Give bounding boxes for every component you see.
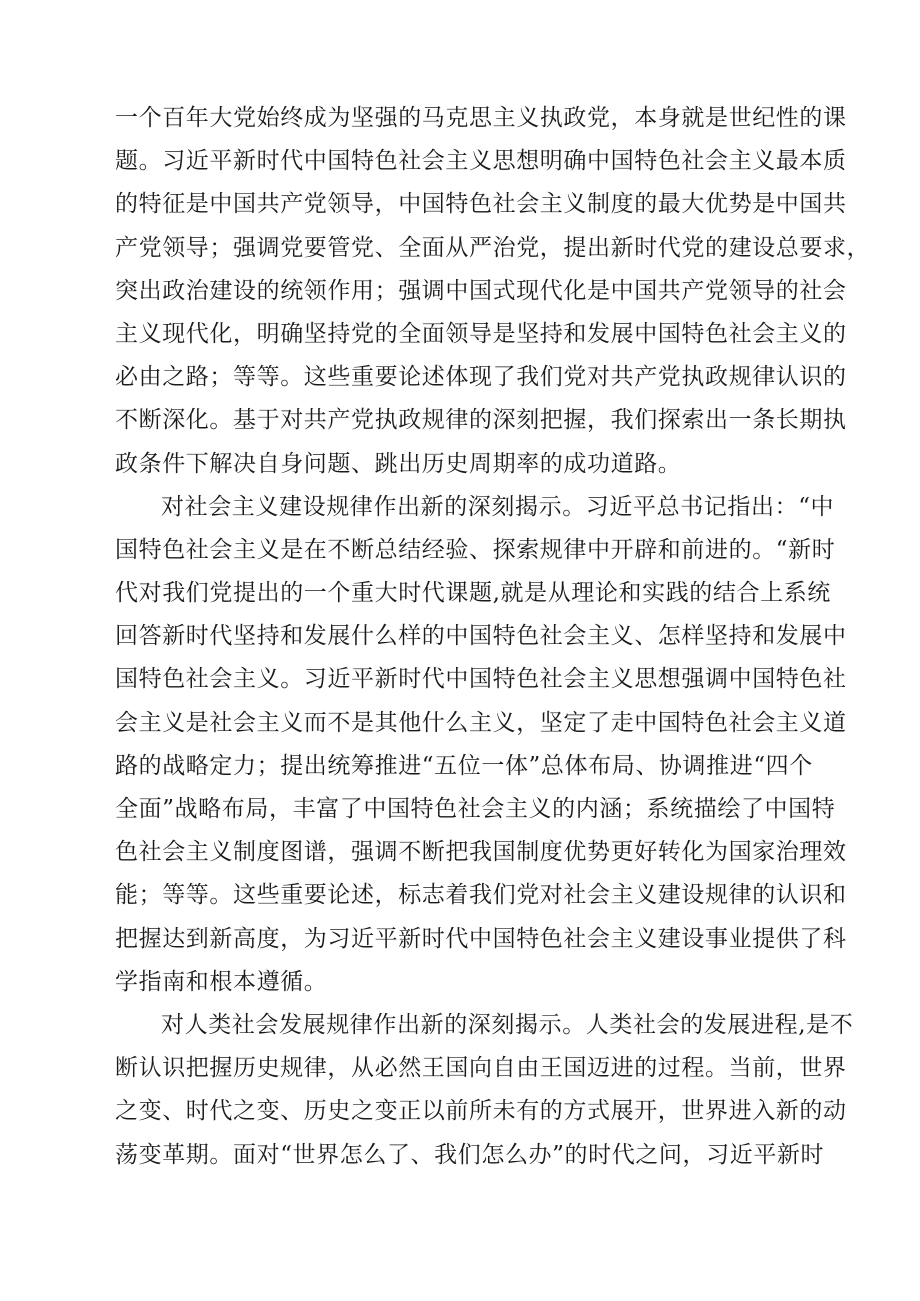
text-line: 国特色社会主义。习近平新时代中国特色社会主义思想强调中国特色社 (115, 666, 847, 693)
text-line: 题。习近平新时代中国特色社会主义思想明确中国特色社会主义最本质 (115, 148, 847, 175)
text-line: 全面”战略布局，丰富了中国特色社会主义的内涵；系统描绘了中国特 (115, 796, 836, 822)
text-line: 会主义是社会主义而不是其他什么主义，坚定了走中国特色社会主义道 (115, 709, 847, 736)
body-text (115, 97, 871, 1177)
text-line: 国特色社会主义是在不断总结经验、探索规律中开辟和前进的。“新时 (115, 536, 836, 563)
text-line: 路的战略定力；提出统筹推进“五位一体”总体布局、协调推进“四个 (115, 752, 813, 779)
text-line: 之变、时代之变、历史之变正以前所未有的方式展开，世界进入新的动 (115, 1098, 847, 1125)
text-line: 对人类社会发展规律作出新的深刻揭示。人类社会的发展进程,是不 (161, 1011, 854, 1038)
paragraph-human-society (115, 1004, 854, 1177)
text-line: 对社会主义建设规律作出新的深刻揭示。习近平总书记指出：“中 (161, 493, 835, 520)
text-line: 色社会主义制度图谱，强调不断把我国制度优势更好转化为国家治理效 (115, 839, 847, 866)
text-line: 把握达到新高度，为习近平新时代中国特色社会主义建设事业提供了科 (115, 925, 847, 952)
text-line: 政条件下解决自身问题、跳出历史周期率的成功道路。 (115, 450, 682, 477)
text-line: 荡变革期。面对“世界怎么了、我们怎么办”的时代之问，习近平新时 (115, 1141, 825, 1168)
text-line: 突出政治建设的统领作用；强调中国式现代化是中国共产党领导的社会 (115, 277, 847, 304)
text-line: 必由之路；等等。这些重要论述体现了我们党对共产党执政规律认识的 (115, 364, 847, 391)
text-line: 产党领导；强调党要管党、全面从严治党，提出新时代党的建设总要求， (115, 234, 871, 261)
text-line: 一个百年大党始终成为坚强的马克思主义执政党，本身就是世纪性的课 (115, 105, 847, 131)
text-line: 不断深化。基于对共产党执政规律的深刻把握，我们探索出一条长期执 (115, 407, 847, 434)
text-line: 回答新时代坚持和发展什么样的中国特色社会主义、怎样坚持和发展中 (115, 623, 847, 650)
text-line: 主义现代化，明确坚持党的全面领导是坚持和发展中国特色社会主义的 (115, 320, 847, 347)
text-line: 学指南和根本遵循。 (115, 968, 328, 995)
paragraph-socialist-construction (115, 486, 847, 1004)
text-line: 的特征是中国共产党领导，中国特色社会主义制度的最大优势是中国共 (115, 191, 847, 218)
text-line: 断认识把握历史规律，从必然王国向自由王国迈进的过程。当前，世界 (115, 1055, 847, 1082)
text-line: 能；等等。这些重要论述，标志着我们党对社会主义建设规律的认识和 (115, 882, 847, 909)
paragraph-party-governance (115, 97, 871, 486)
text-line: 代对我们党提出的一个重大时代课题,就是从理论和实践的结合上系统 (115, 580, 831, 607)
